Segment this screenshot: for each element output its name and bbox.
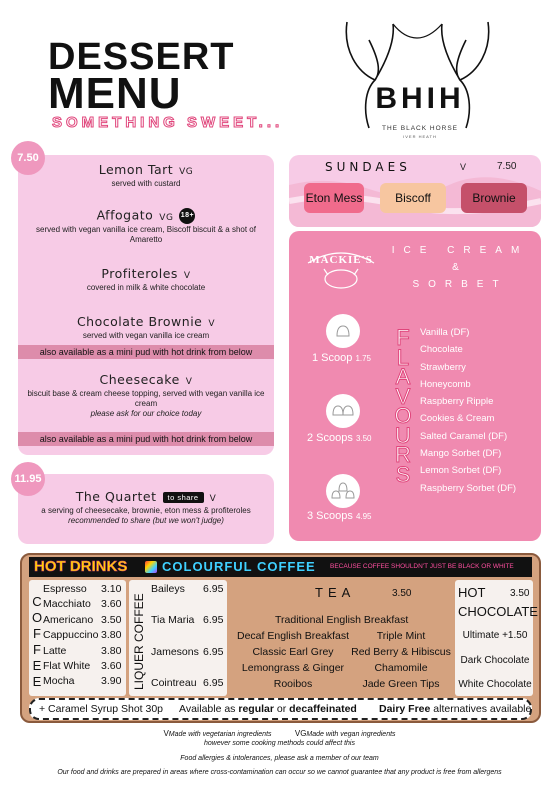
menu-title-line1: DESSERT: [48, 36, 235, 78]
drink-price: 6.95: [203, 645, 224, 658]
dessert-item: [18, 490, 274, 526]
scoop-price: 3.50: [355, 434, 372, 443]
one-scoop-icon: [326, 314, 360, 348]
flavour-item: Raspberry Sorbet (DF): [420, 482, 517, 494]
dietary-tag: V: [460, 162, 467, 172]
ice-cream-title-line3: SORBET: [412, 279, 508, 290]
vg-explanation: Made with vegan ingredients: [306, 731, 396, 738]
drink-name: Mocha: [43, 675, 75, 688]
drink-row: [151, 676, 223, 691]
liquer-coffee-list: [151, 582, 223, 692]
sundae-brownie: Brownie: [461, 183, 527, 213]
dessert-item: [18, 315, 274, 341]
hot-chocolate-extra-price: +1.50: [502, 630, 528, 641]
syrup-addon: + Caramel Syrup Shot 30p: [39, 703, 164, 715]
scoop-price: 4.95: [355, 512, 372, 521]
hot-drinks-title: HOT DRINKS: [34, 558, 128, 575]
v-explanation: Made with vegetarian ingredients: [168, 731, 272, 738]
tea-item: Decaf English Breakfast: [237, 630, 350, 642]
scoop-option: [307, 510, 372, 523]
flavour-item: Raspberry Ripple: [420, 396, 494, 408]
dietary-tag: V: [185, 377, 193, 387]
coffee-letter: C: [32, 594, 42, 609]
footer-line: Food allergies & intolerances, please ask a member of our team: [180, 755, 379, 762]
dietary-tag: V: [208, 319, 216, 329]
share-badge: to share: [163, 492, 204, 503]
drink-name: Tia Maria: [151, 614, 195, 627]
v-mark: V: [163, 729, 169, 738]
drink-price: 3.90: [101, 675, 122, 688]
flavour-item: Vanilla (DF): [420, 327, 470, 338]
dessert-name: Profiteroles: [101, 266, 178, 281]
drink-row: [43, 659, 121, 674]
dietary-key: [0, 729, 559, 739]
flavour-item: Honeycomb: [420, 378, 471, 390]
drink-price: 6.95: [203, 614, 224, 627]
mini-pud-note: also available as a mini pud with hot drink from below: [18, 345, 274, 359]
tea-price: 3.50: [392, 588, 412, 599]
tea-item: Classic Earl Grey: [252, 646, 334, 658]
flavours-letter: O: [394, 403, 412, 428]
flavours-heading: [388, 325, 418, 487]
coffee-list: [43, 582, 121, 690]
dietary-tag: V: [183, 271, 191, 281]
hot-chocolate-item: White Chocolate: [458, 679, 532, 690]
ice-cream-title-line2: &: [452, 262, 468, 273]
tea-title: TEA: [315, 585, 356, 600]
allergen-disclaimer: Our food and drinks are prepared in areas where cross-contamination can occur so we cannot guarantee that any product is free from allergens: [57, 769, 502, 776]
dessert-description: served with custard: [111, 179, 181, 188]
drink-name: Baileys: [151, 583, 185, 595]
dessert-note: recommended to share (but we won't judge): [68, 516, 224, 525]
tea-list-left: [237, 628, 349, 692]
drink-price: 6.95: [203, 677, 224, 690]
sundaes-title: SUNDAES: [325, 160, 411, 174]
drink-row: [43, 597, 121, 612]
footer-line: however some cooking methods could affect this: [204, 740, 355, 747]
quartet-panel: [18, 474, 274, 544]
scoop-label: 3 Scoops: [307, 510, 353, 522]
three-scoops-icon: [326, 474, 360, 508]
flavours-letter: L: [396, 344, 410, 370]
flavours-letter: U: [395, 422, 411, 448]
dessert-description: served with vegan vanilla ice cream: [82, 331, 210, 340]
age-restriction-badge: 18+: [179, 208, 195, 224]
hot-chocolate-item: [458, 630, 532, 642]
flavour-list: [420, 324, 516, 497]
dessert-description: served with vegan vanilla ice cream, Biscoff biscuit & a shot of Amaretto: [36, 224, 256, 244]
flavours-letter: V: [395, 383, 411, 409]
flavours-letter: S: [395, 461, 411, 487]
drink-row: [43, 628, 121, 643]
drink-row: [151, 582, 223, 597]
drink-price: 3.60: [101, 660, 122, 673]
drink-name: Cappuccino: [43, 629, 99, 642]
dessert-name: Chocolate Brownie: [76, 314, 203, 329]
regular-option: regular: [238, 703, 274, 715]
decaf-availability: [179, 700, 357, 718]
mini-pud-note: also available as a mini pud with hot drink from below: [18, 432, 274, 446]
colourful-coffee-title: COLOURFUL COFFEE: [162, 559, 316, 574]
flavour-item: Chocolate: [420, 344, 463, 356]
menu-subtitle: SOMETHING SWEET...: [52, 114, 284, 131]
colourful-coffee-tagline: BECAUSE COFFEE SHOULDN'T JUST BE BLACK OR WHITE: [330, 563, 514, 570]
dessert-item: [18, 163, 274, 189]
coffee-letter: O: [31, 610, 43, 625]
flavour-item: Strawberry: [420, 361, 466, 373]
drink-row: [43, 674, 121, 689]
scoop-label: 2 Scoops: [307, 432, 353, 444]
scoop-price: 1.75: [355, 354, 372, 363]
coffee-letter: F: [33, 626, 41, 641]
dessert-note: please ask for our choice today: [90, 409, 202, 418]
drink-row: [43, 644, 121, 659]
menu-title-line2: MENU: [48, 69, 182, 118]
drink-price: 3.80: [101, 629, 122, 642]
colourful-coffee-icon: [145, 561, 157, 573]
dessert-description: biscuit base & cream cheese topping, served with vegan vanilla ice cream: [27, 389, 265, 408]
scoop-option: [307, 432, 372, 445]
drink-price: 3.60: [101, 598, 122, 611]
tea-item: Jade Green Tips: [362, 678, 440, 690]
drink-row: [151, 645, 223, 660]
flavour-item: Mango Sorbet (DF): [420, 448, 502, 460]
quartet-price-badge: 11.95: [11, 462, 45, 496]
dietary-tag: VG: [159, 212, 174, 223]
drink-row: [43, 613, 121, 628]
dessert-name: Lemon Tart: [98, 162, 174, 177]
flavours-letter: R: [395, 442, 411, 467]
logo-subtitle: THE BLACK HORSE: [381, 125, 459, 132]
sundae-biscoff: Biscoff: [380, 183, 446, 213]
tea-item: Red Berry & Hibiscus: [351, 646, 451, 658]
decaf-option: decaffeinated: [289, 703, 357, 715]
hot-chocolate-item: Dark Chocolate: [460, 655, 530, 666]
flavour-item: Cookies & Cream: [420, 413, 495, 425]
dairy-free-rest: alternatives available: [430, 703, 532, 715]
scoop-label: 1 Scoop: [312, 352, 353, 364]
flavours-letter: A: [395, 364, 411, 389]
dessert-description: a serving of cheesecake, brownie, eton mess & profiteroles: [41, 506, 251, 515]
drink-name: Macchiato: [43, 598, 91, 611]
coffee-letter: E: [32, 674, 42, 689]
drink-name: Americano: [43, 613, 94, 626]
hot-chocolate-title-line2: CHOCOLATE: [458, 604, 538, 619]
drink-price: 3.10: [101, 583, 122, 595]
cow-logo-icon: [302, 245, 380, 293]
hot-chocolate-name: Ultimate: [462, 630, 500, 641]
tea-item: Lemongrass & Ginger: [241, 662, 345, 674]
dessert-name: Cheesecake: [99, 372, 180, 387]
hot-chocolate-price: 3.50: [510, 588, 530, 599]
drink-price: 3.50: [101, 613, 122, 626]
ice-cream-title-line1: ICE CREAM: [391, 245, 529, 256]
drink-row: [43, 582, 121, 597]
coffee-letter: F: [33, 642, 41, 657]
drink-name: Jamesons: [151, 645, 199, 658]
dessert-item: [18, 267, 274, 293]
sundaes-price: 7.50: [497, 161, 517, 172]
drink-price: 6.95: [203, 583, 224, 595]
dessert-name: Affogato: [96, 207, 154, 223]
drink-name: Latte: [43, 644, 67, 657]
dessert-panel: [18, 155, 274, 455]
flavour-item: Salted Caramel (DF): [420, 430, 508, 442]
two-scoops-icon: [326, 394, 360, 428]
coffee-letter: E: [32, 658, 42, 673]
drink-name: Flat White: [43, 660, 91, 673]
tea-list-right: [349, 628, 453, 692]
scoop-option: [312, 352, 371, 365]
dessert-description: covered in milk & white chocolate: [86, 283, 206, 292]
flavours-letter: F: [396, 325, 410, 350]
drink-name: Espresso: [43, 583, 87, 595]
logo-name: BHIH: [375, 82, 465, 115]
ice-cream-title: [390, 244, 530, 292]
drink-price: 3.80: [101, 644, 122, 657]
dairy-free-label: Dairy Free: [379, 703, 431, 715]
dessert-item: [18, 373, 274, 419]
dietary-tag: VG: [179, 167, 194, 177]
addons-bar: [29, 698, 532, 720]
dairy-free-availability: [379, 700, 531, 718]
availability-prefix: Available as: [179, 703, 239, 715]
availability-or: or: [273, 703, 290, 715]
drink-name: Cointreau: [151, 677, 197, 690]
drink-row: [151, 613, 223, 628]
flavour-item: Lemon Sorbet (DF): [420, 465, 502, 477]
sundae-eton-mess: Eton Mess: [304, 183, 364, 213]
tea-item: Traditional English Breakfast: [275, 614, 409, 626]
dessert-price-badge: 7.50: [11, 141, 45, 175]
tea-item: Chamomile: [374, 662, 428, 674]
logo-location: IVER HEATH: [403, 134, 437, 139]
tea-item: Triple Mint: [376, 630, 426, 642]
dietary-tag: V: [209, 494, 217, 504]
vg-mark: VG: [294, 729, 307, 738]
tea-item: Rooibos: [273, 678, 313, 690]
hot-chocolate-title-line1: HOT: [458, 585, 486, 600]
mackies-brand: MACKIE'S: [309, 254, 373, 266]
dessert-name: The Quartet: [75, 489, 157, 504]
dessert-item: [18, 208, 274, 245]
